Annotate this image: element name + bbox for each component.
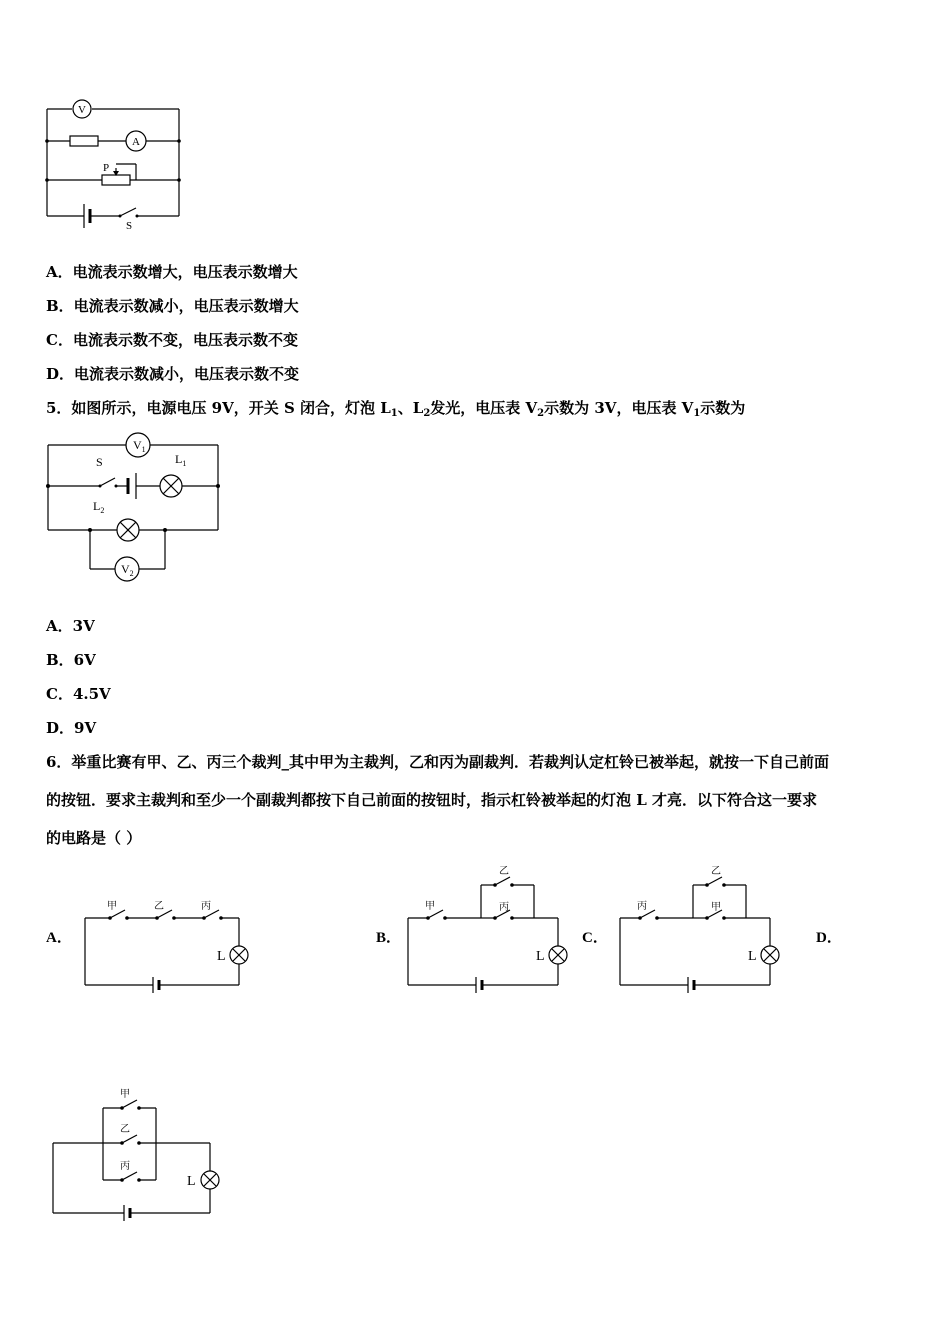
v1-label: $V_1$ (133, 438, 146, 454)
switch-bing-label: 丙 (201, 901, 211, 912)
switch-bing-label: 丙 (120, 1161, 130, 1172)
switch-yi-label: 乙 (120, 1124, 130, 1135)
q6-option-a-label[interactable]: A． (46, 930, 72, 946)
q4-option-d[interactable]: D．电流表示数减小，电压表示数不变 (46, 365, 300, 383)
lamp-label: L (748, 949, 757, 964)
lamp-label: L (187, 1174, 196, 1189)
q4-option-a[interactable]: A．电流表示数增大，电压表示数增大 (46, 263, 298, 281)
l2-label: $L_2$ (93, 499, 105, 515)
switch-yi-label: 乙 (154, 901, 164, 912)
q6-stem-line-2: 的按钮．要求主裁判和至少一个副裁判都按下自己前面的按钮时，指示杠铃被举起的灯泡 L 才亮．以下符合这一要求 (46, 791, 817, 809)
q6-option-d-label[interactable]: D． (816, 930, 842, 946)
q4-option-b[interactable]: B．电流表示数减小，电压表示数增大 (46, 297, 299, 315)
q5-option-b[interactable]: B．6V (46, 651, 96, 669)
switch-bing-label: 丙 (499, 902, 509, 913)
switch-jia-label: 甲 (107, 901, 117, 912)
q6-option-c-label[interactable]: C． (582, 930, 608, 946)
q5-option-d[interactable]: D．9V (46, 719, 97, 737)
lamp-label: L (536, 949, 545, 964)
q5-circuit-diagram (40, 430, 230, 585)
switch-bing-label: 丙 (637, 901, 647, 912)
switch-jia-label: 甲 (711, 902, 721, 913)
switch-jia-label: 甲 (425, 901, 435, 912)
q6-stem-line-3: 的电路是（ ） (46, 829, 142, 847)
slider-label: P (103, 162, 110, 174)
q4-circuit-diagram (40, 98, 190, 233)
v2-label: $V_2$ (121, 562, 134, 578)
voltmeter-label: V (78, 104, 86, 116)
ammeter-label: A (132, 136, 140, 148)
q5-option-c[interactable]: C．4.5V (46, 685, 111, 703)
q5-option-a[interactable]: A．3V (46, 617, 95, 635)
l1-label: $L_1$ (175, 452, 187, 468)
q6-circuit-a[interactable] (80, 895, 255, 1000)
switch-label: S (126, 220, 133, 232)
switch-yi-label: 乙 (711, 866, 721, 877)
q6-circuit-d[interactable] (48, 1085, 228, 1225)
q6-option-b-label[interactable]: B． (376, 930, 402, 946)
q6-circuit-c[interactable] (615, 860, 790, 1000)
switch-jia-label: 甲 (120, 1089, 130, 1100)
q5-switch-label: S (96, 455, 103, 469)
lamp-label: L (217, 949, 226, 964)
switch-yi-label: 乙 (499, 866, 509, 877)
q4-option-c[interactable]: C．电流表示数不变，电压表示数不变 (46, 331, 298, 349)
q6-circuit-b[interactable] (403, 860, 578, 1000)
q6-stem-line-1: 6．举重比赛有甲、乙、丙三个裁判_其中甲为主裁判，乙和丙为副裁判．若裁判认定杠铃已被举起，就按一下自己前面 (46, 753, 829, 771)
q5-stem: 5．如图所示，电源电压 9V，开关 S 闭合，灯泡 $L_1$、$L_2$发光，电压表 $V_2$示数为 3V，电压表 $V_1$示数为 (46, 399, 746, 419)
